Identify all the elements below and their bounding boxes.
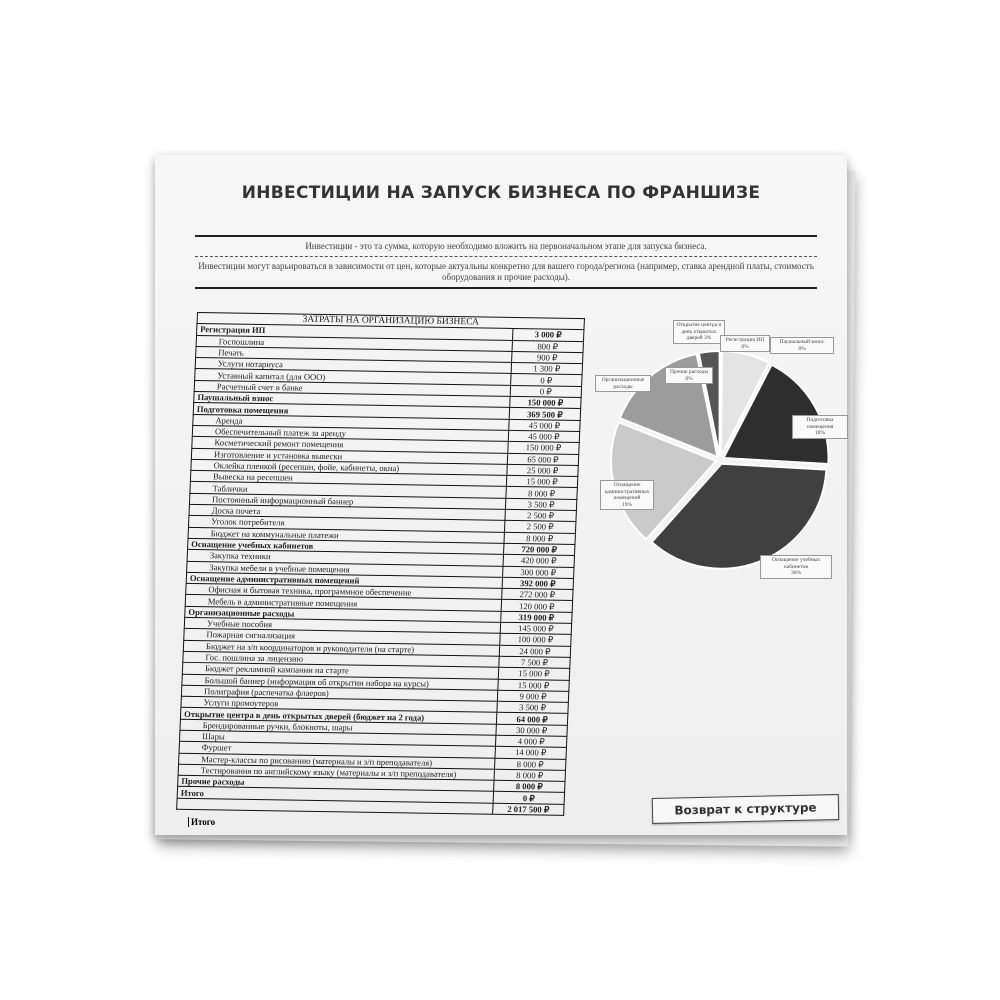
row-label: Подготовка помещения (193, 403, 509, 419)
pie-chart (585, 315, 845, 585)
row-value: 7 500 ₽ (499, 656, 570, 668)
row-value: 3 500 ₽ (497, 701, 568, 713)
row-label: Госпошлина (196, 335, 512, 351)
pie-svg (585, 315, 845, 585)
row-value: 150 000 ₽ (510, 397, 581, 409)
row-label: Услуги промоутеров (181, 696, 497, 712)
row-value: 319 000 ₽ (501, 611, 572, 623)
row-value: 4 000 ₽ (495, 735, 566, 747)
row-label: Услуги нотариуса (195, 358, 511, 374)
row-label: Прочие расходы (178, 775, 494, 791)
row-label: Оснащение учебных кабинетов (188, 538, 504, 554)
row-value: 420 000 ₽ (503, 555, 574, 567)
row-label: Закупка мебели в учебные помещения (187, 561, 503, 577)
row-value: 1 300 ₽ (511, 363, 582, 375)
row-label: Офисная и бытовая техника, программное обеспечение (186, 583, 502, 599)
label-opening: Открытие центра и день открытых дверей 3% (673, 320, 725, 344)
row-value: 3 500 ₽ (505, 498, 576, 510)
back-to-structure-button[interactable]: Возврат к структуре (652, 794, 840, 824)
row-value: 120 000 ₽ (501, 600, 572, 612)
row-value: 8 000 ₽ (504, 532, 575, 544)
row-value: 24 000 ₽ (499, 645, 570, 657)
row-label: Доска почета (189, 504, 505, 520)
row-label: Оклейка пленкой (ресепшн, фойе, кабинеты, окна) (191, 459, 507, 475)
label-other: Прочие расходы 0% (665, 367, 713, 384)
row-value: 8 000 ₽ (494, 780, 565, 792)
row-value: 25 000 ₽ (507, 464, 578, 476)
row-label: Пожарная сигнализация (184, 629, 500, 645)
row-label: Организационные расходы (185, 606, 501, 622)
row-label: Уголок потребителя (188, 516, 504, 532)
row-label: Итого (177, 787, 493, 803)
row-value: 15 000 ₽ (498, 667, 569, 679)
row-label: Мастер-классы по рисованию (материалы и з/п преподавателя) (179, 753, 495, 769)
costs-table (176, 312, 585, 816)
row-value: 800 ₽ (512, 340, 583, 352)
row-value: 900 ₽ (512, 351, 583, 363)
row-label: Расчетный счет в банке (194, 380, 510, 396)
row-label: Постоянный информационный баннер (189, 493, 505, 509)
document-sheet (155, 155, 847, 835)
row-value: 300 000 ₽ (503, 566, 574, 578)
table-header: ЗАТРАТЫ НА ОРГАНИЗАЦИЮ БИЗНЕСА (197, 313, 584, 330)
row-label: Полиграфия (распечатка флаеров) (181, 685, 497, 701)
divider (195, 235, 817, 237)
row-value: 2 500 ₽ (504, 521, 575, 533)
row-value: 9 000 ₽ (497, 690, 568, 702)
row-value: 8 000 ₽ (494, 769, 565, 781)
row-label: Изготовление и установка вывески (191, 448, 507, 464)
intro-line-1: Инвестиции - это та сумма, которую необходимо вложить на первоначальном этапе для запуска бизнеса. (305, 241, 707, 251)
label-org: Организационные расходы (595, 375, 651, 392)
row-label: Большой баннер (информация об открытии набора на курсы) (182, 674, 498, 690)
label-admin: Оснащение административных помещений 19% (600, 480, 654, 510)
row-label: Обеспечительный платеж за аренду (192, 425, 508, 441)
row-label: Мебель в административные помещения (185, 595, 501, 611)
row-label: Шары (179, 730, 495, 746)
row-value: 145 000 ₽ (500, 622, 571, 634)
row-value: 3 000 ₽ (512, 329, 583, 341)
row-label: Брендированные ручки, блокноты, шары (180, 719, 496, 735)
row-value: 0 ₽ (511, 374, 582, 386)
label-registration: Регистрация ИП 0% (720, 335, 770, 352)
intro-line-2: Инвестиции могут варьироваться в зависимости от цен, которые актуальны конкретно для вашего города/региона (например, ставка арендной платы, стоимость оборудования и прочие расходы). (198, 261, 814, 282)
divider (195, 256, 817, 257)
row-value: 15 000 ₽ (498, 679, 569, 691)
row-value: 8 000 ₽ (495, 758, 566, 770)
row-label: Гос. пошлина за лицензию (183, 651, 499, 667)
label-premises: Подготовка помещения 18% (792, 415, 848, 439)
footer-total-label: Итого (188, 817, 215, 827)
row-label: Вывеска на ресепшен (190, 471, 506, 487)
row-value: 150 000 ₽ (508, 442, 579, 454)
row-label: Закупка техники (187, 550, 503, 566)
page-title: ИНВЕСТИЦИИ НА ЗАПУСК БИЗНЕСА ПО ФРАНШИЗЕ (241, 183, 761, 203)
row-label: Бюджет на з/п координаторов и руководителя (на старте) (183, 640, 499, 656)
divider (195, 287, 817, 289)
row-label: Косметический ремонт помещения (192, 437, 508, 453)
row-label: Фуршет (179, 742, 495, 758)
row-value: 15 000 ₽ (506, 476, 577, 488)
row-label: Открытие центра в день открытых дверей (бюджет на 2 года) (180, 708, 496, 724)
row-value: 272 000 ₽ (502, 588, 573, 600)
row-label: Бюджет на коммунальные платежи (188, 527, 504, 543)
row-value: 0 ₽ (510, 385, 581, 397)
row-label: Тестирования по английскому языку (материалы и з/п преподавателя) (178, 764, 494, 780)
row-value: 392 000 ₽ (502, 577, 573, 589)
row-value: 30 000 ₽ (496, 724, 567, 736)
row-label: Таблички (190, 482, 506, 498)
row-value: 2 017 500 ₽ (493, 803, 564, 815)
row-label: Печать (196, 346, 512, 362)
row-value: 45 000 ₽ (509, 419, 580, 431)
row-label: Паушальный взнос (194, 392, 510, 408)
row-value: 720 000 ₽ (504, 543, 575, 555)
row-value: 8 000 ₽ (506, 487, 577, 499)
row-label: Уставный капитал (для ООО) (195, 369, 511, 385)
row-label: Учебные пособия (184, 617, 500, 633)
label-royalty: Паушальный взнос 8% (770, 337, 834, 354)
row-value: 45 000 ₽ (508, 430, 579, 442)
row-value: 369 500 ₽ (509, 408, 580, 420)
row-label: Регистрация ИП (197, 324, 513, 340)
row-label: Аренда (193, 414, 509, 430)
row-label: Оснащение административных помещений (186, 572, 502, 588)
row-value: 65 000 ₽ (507, 453, 578, 465)
row-value: 0 ₽ (493, 792, 564, 804)
row-value: 100 000 ₽ (500, 634, 571, 646)
row-value: 2 500 ₽ (505, 509, 576, 521)
row-label: Бюджет рекламной кампании на старте (182, 663, 498, 679)
label-classrooms: Оснащение учебных кабинетов 36% (760, 555, 832, 579)
row-value: 64 000 ₽ (496, 713, 567, 725)
row-value: 14 000 ₽ (495, 747, 566, 759)
